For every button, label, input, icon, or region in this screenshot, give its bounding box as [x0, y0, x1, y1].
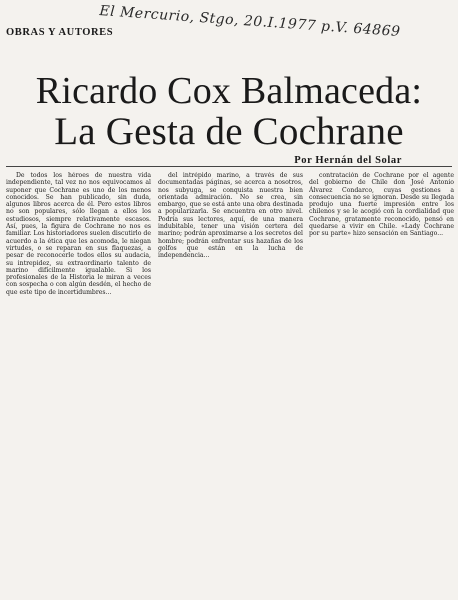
column-text: contratación de Cochrane por el agente del gobierno de Chile don José Antonio Álvarez Condarco, cuyas gestiones a consecuencia no se ignoran. Desde su llegada produjo una fuerte impresión entre los chilenos y se le acogió con la cordialidad que Cochrane, gratamente reconocido, pensó en quedarse a vivir en Chile. «Lady Cochrane por su parte» hizo sensación en Santiago...: [309, 172, 454, 238]
column-text: De todos los héroes de nuestra vida independiente, tal vez no nos equivocamos al suponer que Cochrane es uno de los menos conocidos. Se han publicado, sin duda, algunos libros acerca de él. Pero estos libros no son populares, sólo llegan a ellos los estudiosos, siempre relativamente escasos. Así, pues, la figura de Cochrane no nos es familiar. Los historiadores suelen discutirlo de acuerdo a la ética que les acomoda, le niegan virtudes, o se reparan en sus flaquezas, a pesar de reconocerle todos ellos su audacia, su intrepidez, su extraordinario talento de marino difícilmente igualable. Si los profesionales de la Historia le miran a veces con sospecha o con algún desdén, el hecho de que este tipo de incertidumbres...: [6, 172, 151, 296]
title-rule: [6, 166, 452, 167]
handwritten-note: El Mercurio, Stgo, 20.I.1977 p.V. 64869: [98, 3, 401, 41]
article-column-2: [158, 172, 303, 597]
byline: Por Hernán del Solar: [294, 155, 402, 166]
article-title-line2: La Gesta de Cochrane: [54, 110, 404, 153]
column-text: del intrépido marino, a través de sus documentadas páginas, se acerca a nosotros, nos subyuga, se conquista nuestra bien orientada admiración. No se crea, sin embargo, que se está ante una obra destinada a popularizarla. Se encuentra en otro nivel. Podría sus lectores, aquí, de una manera indubitable, tener una visión certera del marino; podrán aproximarse a los secretos del hombre; podrán enfrentar sus hazañas de los golfos que están en la lucha de independencia...: [158, 172, 303, 260]
article-column-1: [6, 172, 151, 597]
article-column-3: [309, 172, 454, 597]
section-heading: OBRAS Y AUTORES: [6, 27, 114, 38]
article-title-line1: Ricardo Cox Balmaceda:: [35, 70, 423, 112]
